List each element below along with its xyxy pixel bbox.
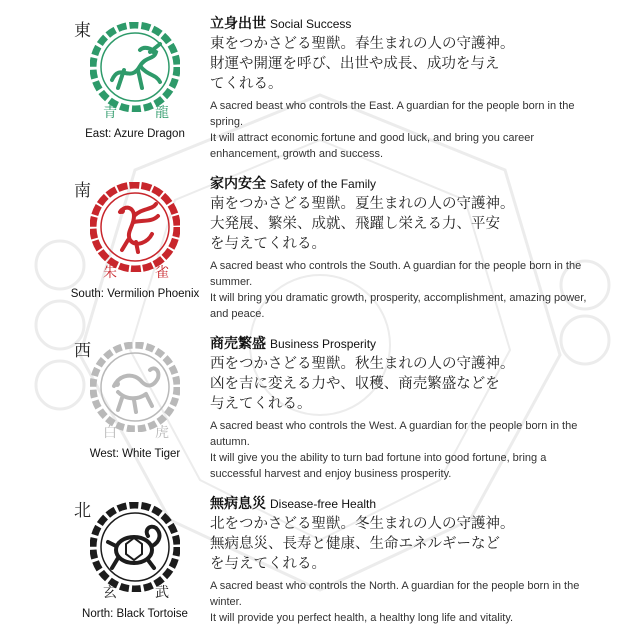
en-paragraph: It will provide you perfect health, a healthy long life and vitality. — [210, 612, 514, 624]
seal-caption — [103, 262, 169, 282]
jp-description — [210, 34, 590, 94]
seal-char-2: 雀 — [155, 265, 169, 281]
heading-jp: 立身出世 — [210, 16, 266, 32]
seal-char-1: 白 — [103, 425, 117, 441]
en-paragraph: A sacred beast who controls the North. A guardian for the people born in the winter. — [210, 580, 580, 608]
vermilion-phoenix-seal-icon — [90, 182, 180, 272]
description — [210, 494, 590, 626]
direction-char: 西 — [74, 341, 91, 361]
en-paragraph: A sacred beast who controls the West. A guardian for the people born in the autumn. — [210, 420, 578, 448]
jp-description — [210, 514, 590, 574]
description — [210, 174, 590, 322]
seal-char-1: 朱 — [103, 265, 117, 281]
beast-name: North: Black Tortoise — [82, 608, 188, 620]
heading-jp: 家内安全 — [210, 176, 266, 192]
white-tiger-seal-icon — [90, 342, 180, 432]
seal-char-2: 龍 — [155, 105, 169, 121]
en-paragraph: It will bring you dramatic growth, prosperity, accomplishment, amazing power, and peace. — [210, 292, 587, 320]
jp-line: 大発展、繁栄、成就、飛躍し栄える力、平安 — [210, 216, 500, 232]
en-paragraph: It will give you the ability to turn bad fortune into good fortune, bring a successful harvest and enjoy business prosperity. — [210, 452, 547, 480]
en-paragraph: It will attract economic fortune and good luck, and bring you career enhancement, growth and success. — [210, 132, 535, 160]
section-south — [0, 174, 640, 334]
seal-char-2: 虎 — [155, 425, 169, 441]
beast-name: West: White Tiger — [89, 448, 181, 460]
jp-line: 北をつかさどる聖獣。冬生まれの人の守護神。 — [210, 516, 515, 532]
seal-caption — [103, 422, 169, 442]
jp-description — [210, 194, 590, 254]
description — [210, 334, 590, 482]
jp-line: を与えてくれる。 — [210, 236, 326, 252]
beast-name: East: Azure Dragon — [85, 128, 185, 140]
heading-en: Disease-free Health — [270, 497, 377, 511]
heading-jp: 商売繁盛 — [210, 336, 266, 352]
jp-line: 西をつかさどる聖獣。秋生まれの人の守護神。 — [210, 356, 515, 372]
direction-char: 北 — [74, 501, 91, 521]
heading — [210, 494, 590, 514]
heading-jp: 無病息災 — [210, 496, 266, 512]
jp-line: 財運や開運を呼び、出世や成長、成功を与え — [210, 56, 500, 72]
heading-en: Business Prosperity — [270, 337, 377, 351]
en-paragraph: A sacred beast who controls the South. A guardian for the people born in the summer. — [210, 260, 582, 288]
section-north — [0, 494, 640, 640]
section-west — [0, 334, 640, 494]
jp-description — [210, 354, 590, 414]
seal-caption — [103, 582, 169, 602]
heading-en: Social Success — [270, 17, 352, 31]
jp-line: 無病息災、長寿と健康、生命エネルギーなど — [210, 536, 500, 552]
description — [210, 14, 590, 162]
seal-char-1: 玄 — [103, 585, 117, 601]
heading — [210, 334, 590, 354]
beast-name: South: Vermilion Phoenix — [70, 288, 200, 300]
direction-char: 東 — [74, 21, 91, 41]
section-east — [0, 14, 640, 174]
jp-line: てくれる。 — [210, 76, 283, 92]
seal-char-2: 武 — [155, 585, 169, 601]
en-description — [210, 258, 590, 322]
en-paragraph: A sacred beast who controls the East. A guardian for the people born in the spring. — [210, 100, 575, 128]
en-description — [210, 578, 590, 626]
heading — [210, 174, 590, 194]
jp-line: 南をつかさどる聖獣。夏生まれの人の守護神。 — [210, 196, 515, 212]
jp-line: 与えてくれる。 — [210, 396, 312, 412]
black-tortoise-seal-icon — [90, 502, 180, 592]
azure-dragon-seal-icon — [90, 22, 180, 112]
seal-char-1: 青 — [103, 105, 117, 121]
en-description — [210, 418, 590, 482]
direction-char: 南 — [74, 181, 91, 201]
jp-line: 凶を吉に変える力や、収穫、商売繁盛などを — [210, 376, 500, 392]
heading — [210, 14, 590, 34]
heading-en: Safety of the Family — [270, 177, 377, 191]
jp-line: 東をつかさどる聖獣。春生まれの人の守護神。 — [210, 36, 515, 52]
en-description — [210, 98, 590, 162]
jp-line: を与えてくれる。 — [210, 556, 326, 572]
seal-caption — [103, 102, 169, 122]
